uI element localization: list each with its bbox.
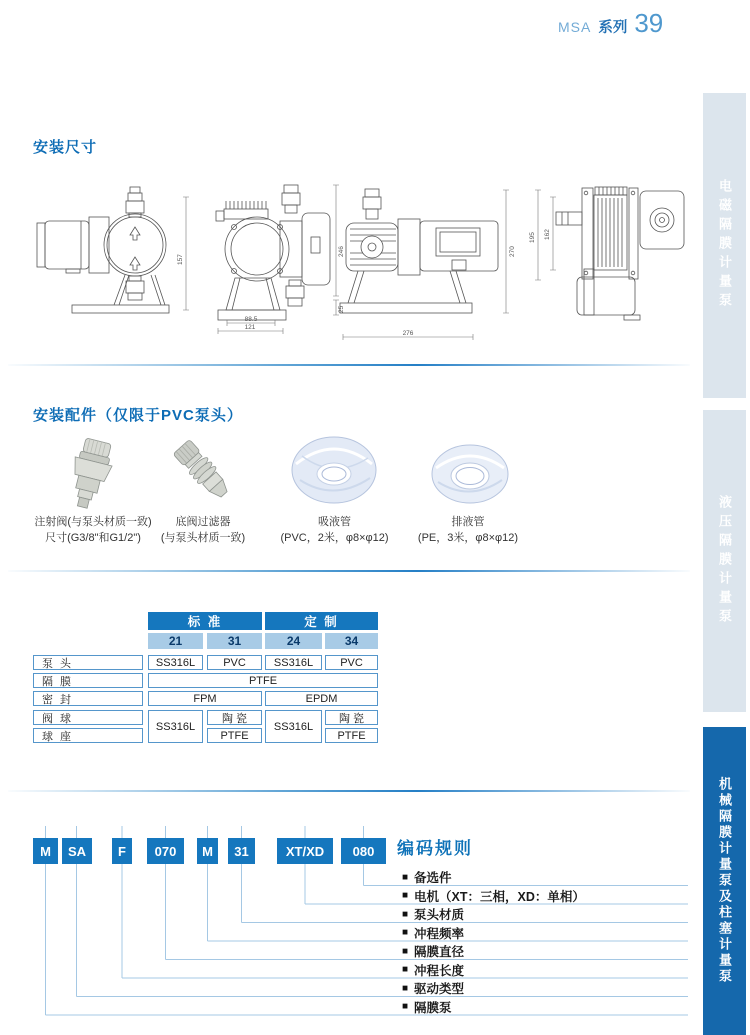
page-number: 39 xyxy=(634,8,664,38)
square-bullet-icon: ■ xyxy=(402,871,409,883)
square-bullet-icon: ■ xyxy=(402,908,409,920)
accessory-caption xyxy=(398,514,538,546)
coding-label-text: 隔膜直径 xyxy=(414,945,465,959)
dimension-lines xyxy=(183,185,339,334)
accessories-title: 安装配件（仅限于PVC泵头） xyxy=(33,407,243,424)
code-box-xtxd: XT/XD xyxy=(277,838,333,864)
injection-valve-image xyxy=(52,436,128,516)
coding-label-text: 电机（XT：三相，XD：单相） xyxy=(414,889,585,904)
column-header-34: 34 xyxy=(325,633,378,649)
accessory-spec: 尺寸(G3/8"和G1/2") xyxy=(45,532,141,544)
dim-label-121: 121 xyxy=(244,324,256,331)
coding-label-text: 泵头材质 xyxy=(414,908,465,922)
row-label-ball-seat: 球 座 xyxy=(33,728,143,743)
dim-label-25: 25 xyxy=(338,305,345,313)
cell-pump-head-24: SS316L xyxy=(265,655,322,670)
cell-ball-cust-ceramic: 陶 瓷 xyxy=(325,710,378,725)
coding-label-stroke-frequency xyxy=(402,925,464,941)
coding-label-text: 冲程频率 xyxy=(414,926,465,941)
separator-line xyxy=(8,570,690,572)
sidebar-tab-label: 电磁隔膜计量泵 xyxy=(717,179,732,312)
coding-label-text: 备选件 xyxy=(414,871,452,885)
sidebar-tab-electromagnetic[interactable] xyxy=(703,93,746,398)
sidebar-tab-label: 机械隔膜计量泵及柱塞计量泵 xyxy=(717,777,732,985)
sidebar-tab-hydraulic[interactable] xyxy=(703,410,746,712)
column-header-31: 31 xyxy=(207,633,262,649)
foot-valve-filter-image xyxy=(158,436,250,512)
coding-label-text: 驱动类型 xyxy=(414,982,465,996)
row-label-pump-head: 泵 头 xyxy=(33,655,143,670)
code-box-sa: SA xyxy=(62,838,92,864)
dim-label-88-5: 88.5 xyxy=(244,316,258,323)
cell-ball-seat-cust-ss316l: SS316L xyxy=(265,710,322,743)
installation-drawings xyxy=(28,165,688,355)
coding-label-options xyxy=(402,869,452,885)
accessory-caption xyxy=(143,514,263,546)
code-box-f: F xyxy=(112,838,132,864)
pump-drawing-side-view xyxy=(37,187,169,313)
square-bullet-icon: ■ xyxy=(402,1001,409,1012)
accessory-spec: (PVC，2米，φ8×φ12) xyxy=(280,532,389,544)
cell-seat-cust-ptfe: PTFE xyxy=(325,728,378,743)
cell-ball-std-ceramic: 陶 瓷 xyxy=(207,710,262,725)
page-header xyxy=(558,8,663,39)
cell-seal-custom: EPDM xyxy=(265,691,378,706)
dim-label-270: 270 xyxy=(509,246,516,257)
accessory-spec: (与泵头材质一致) xyxy=(160,532,246,544)
cell-pump-head-31: PVC xyxy=(207,655,262,670)
row-label-diaphragm: 隔 膜 xyxy=(33,673,143,688)
coding-label-motor xyxy=(402,888,585,904)
pump-drawing-motor-view xyxy=(340,189,498,313)
square-bullet-icon: ■ xyxy=(402,945,409,957)
code-box-m2: M xyxy=(197,838,218,864)
accessory-name: 排液管 xyxy=(451,516,485,528)
coding-label-diaphragm-diameter xyxy=(402,943,464,959)
pump-drawing-top-view xyxy=(556,187,684,320)
dimensions-title: 安装尺寸 xyxy=(33,139,98,156)
accessory-name: 注射阀(与泵头材质一致) xyxy=(34,516,152,528)
coding-label-head-material xyxy=(402,906,464,922)
suction-tube-image xyxy=(286,432,382,512)
dim-label-157: 157 xyxy=(177,254,184,265)
square-bullet-icon: ■ xyxy=(402,982,409,994)
cell-pump-head-34: PVC xyxy=(325,655,378,670)
separator-line xyxy=(8,364,690,366)
cell-diaphragm: PTFE xyxy=(148,673,378,688)
cell-seat-std-ptfe: PTFE xyxy=(207,728,262,743)
coding-label-stroke-length xyxy=(402,962,464,978)
code-box-31: 31 xyxy=(228,838,255,864)
coding-diagram xyxy=(0,820,750,1035)
column-group-standard: 标 准 xyxy=(148,612,262,630)
dim-label-246: 246 xyxy=(338,246,345,257)
coding-label-text: 冲程长度 xyxy=(414,963,465,978)
square-bullet-icon: ■ xyxy=(402,927,409,938)
coding-title: 编码规则 xyxy=(397,839,473,858)
coding-label-diaphragm-pump xyxy=(402,999,452,1015)
sidebar-tab-label: 液压隔膜计量泵 xyxy=(717,494,732,628)
cell-seal-standard: FPM xyxy=(148,691,262,706)
pump-drawing-front-view xyxy=(216,185,330,320)
dim-label-276: 276 xyxy=(402,330,414,337)
coding-label-drive-type xyxy=(402,980,464,996)
accessory-name: 底阀过滤器 xyxy=(175,516,231,528)
separator-line xyxy=(8,790,690,792)
square-bullet-icon: ■ xyxy=(402,890,409,901)
row-label-seal: 密 封 xyxy=(33,691,143,706)
code-box-080: 080 xyxy=(341,838,386,864)
coding-label-text: 隔膜泵 xyxy=(414,1000,452,1015)
materials-table xyxy=(33,610,383,746)
dim-label-162: 162 xyxy=(544,229,551,240)
cell-ball-seat-std-ss316l: SS316L xyxy=(148,710,203,743)
column-header-21: 21 xyxy=(148,633,203,649)
series-word: 系列 xyxy=(598,20,628,36)
discharge-tube-image xyxy=(426,440,514,512)
accessory-caption xyxy=(262,514,407,546)
code-box-070: 070 xyxy=(147,838,184,864)
series-code: MSA xyxy=(558,19,592,35)
code-box-m1: M xyxy=(33,838,58,864)
cell-pump-head-21: SS316L xyxy=(148,655,203,670)
accessory-name: 吸液管 xyxy=(318,516,351,528)
dim-label-195: 195 xyxy=(529,232,536,243)
square-bullet-icon: ■ xyxy=(402,964,409,975)
column-group-custom: 定 制 xyxy=(265,612,378,630)
row-label-valve-ball: 阀 球 xyxy=(33,710,143,725)
accessory-spec: (PE，3米，φ8×φ12) xyxy=(417,532,519,544)
column-header-24: 24 xyxy=(265,633,322,649)
